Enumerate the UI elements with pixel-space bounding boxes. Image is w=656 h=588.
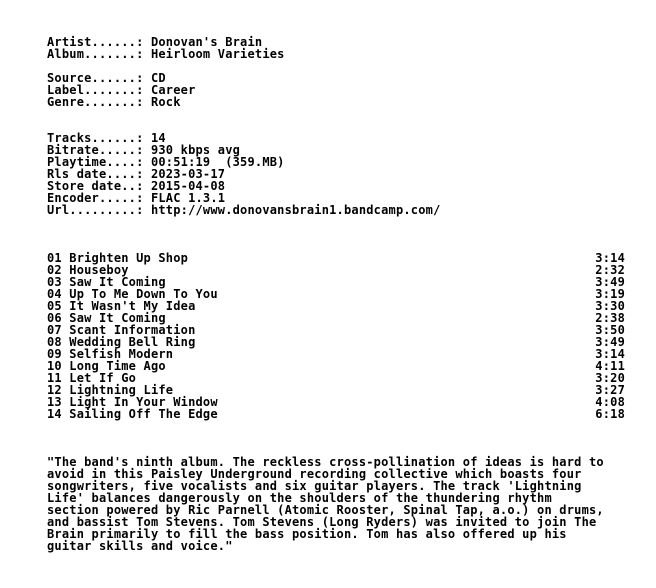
track-duration: 3:30 <box>595 299 625 313</box>
bitrate-line: Bitrate.....: 930 kbps avg <box>47 143 241 157</box>
track-duration: 3:14 <box>595 347 625 361</box>
track-title: 14 Sailing Off The Edge <box>47 407 218 421</box>
genre-line: Genre.......: Rock <box>47 95 181 109</box>
url-line: Url.........: http://www.donovansbrain1.bandcamp.com/ <box>47 203 441 217</box>
track-row <box>47 252 625 264</box>
track-title: 10 Long Time Ago <box>47 359 166 373</box>
track-title: 09 Selfish Modern <box>47 347 174 361</box>
track-duration: 3:49 <box>595 275 625 289</box>
track-duration: 3:20 <box>595 371 625 385</box>
track-duration: 3:14 <box>595 251 625 265</box>
track-duration: 3:49 <box>595 335 625 349</box>
source-info <box>47 72 196 108</box>
track-title: 08 Wedding Bell Ring <box>47 335 196 349</box>
tracklist <box>47 252 625 420</box>
album-line: Album.......: Heirloom Varieties <box>47 47 285 61</box>
track-title: 11 Let If Go <box>47 371 137 385</box>
track-title: 13 Light In Your Window <box>47 395 218 409</box>
encoder-line: Encoder.....: FLAC 1.3.1 <box>47 191 226 205</box>
track-duration: 6:18 <box>595 407 625 421</box>
track-title: 01 Brighten Up Shop <box>47 251 189 265</box>
playtime-line: Playtime....: 00:51:19 (359.MB) <box>47 155 285 169</box>
store-date-line: Store date..: 2015-04-08 <box>47 179 226 193</box>
technical-info <box>47 132 441 216</box>
notes-line: "The band's ninth album. The reckless cross-pollination of ideas is hard to <box>47 455 604 469</box>
track-row <box>47 408 625 420</box>
track-title: 05 It Wasn't My Idea <box>47 299 196 313</box>
label-line: Label.......: Career <box>47 83 196 97</box>
source-line: Source......: CD <box>47 71 166 85</box>
track-duration: 3:19 <box>595 287 625 301</box>
notes-line: Brain primarily to fill the bass position. Tom has also offered up his <box>47 527 567 541</box>
notes-line: section powered by Ric Parnell (Atomic Rooster, Spinal Tap, a.o.) on drums, <box>47 503 604 517</box>
tracks-line: Tracks......: 14 <box>47 131 166 145</box>
notes-line: and bassist Tom Stevens. Tom Stevens (Long Ryders) was invited to join The <box>47 515 597 529</box>
artist-line: Artist......: Donovan's Brain <box>47 35 263 49</box>
track-duration: 3:50 <box>595 323 625 337</box>
release-info <box>47 36 285 60</box>
track-title: 02 Houseboy <box>47 263 129 277</box>
release-date-line: Rls date....: 2023-03-17 <box>47 167 226 181</box>
album-notes <box>47 456 649 552</box>
notes-line: guitar skills and voice." <box>47 539 233 553</box>
notes-line: songwriters, five vocalists and six guitar players. The track 'Lightning <box>47 479 582 493</box>
track-duration: 3:27 <box>595 383 625 397</box>
track-title: 04 Up To Me Down To You <box>47 287 218 301</box>
track-duration: 4:08 <box>595 395 625 409</box>
notes-line: Life' balances dangerously on the shoulders of the thundering rhythm <box>47 491 552 505</box>
track-duration: 2:32 <box>595 263 625 277</box>
track-title: 06 Saw It Coming <box>47 311 166 325</box>
track-title: 03 Saw It Coming <box>47 275 166 289</box>
track-title: 12 Lightning Life <box>47 383 174 397</box>
track-title: 07 Scant Information <box>47 323 196 337</box>
track-duration: 4:11 <box>595 359 625 373</box>
notes-line: avoid in this Paisley Underground recording collective which boasts four <box>47 467 582 481</box>
track-duration: 2:38 <box>595 311 625 325</box>
